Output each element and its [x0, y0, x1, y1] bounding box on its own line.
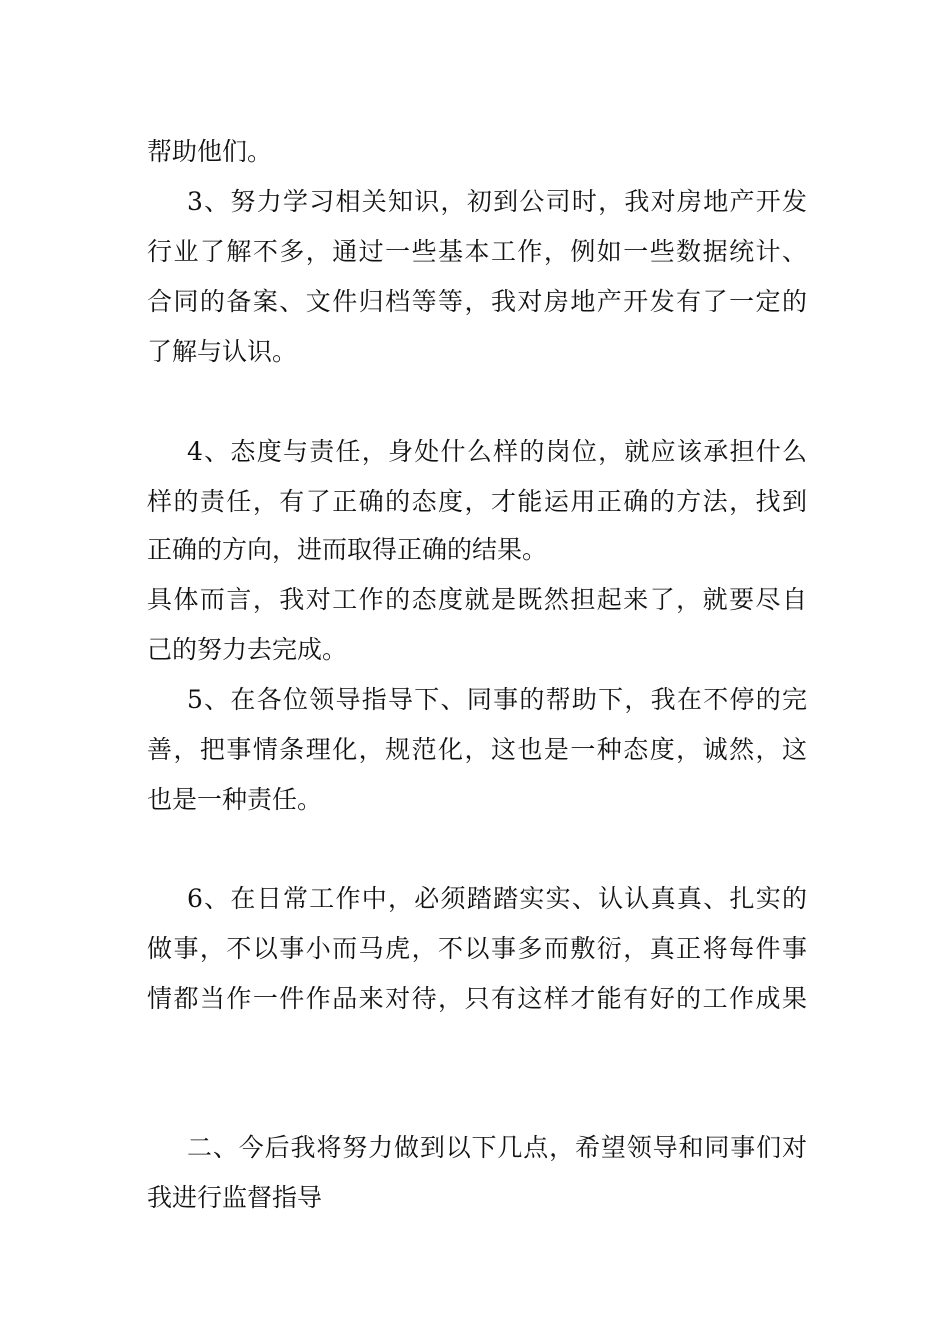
paragraph-line: 4、态度与责任，身处什么样的岗位，就应该承担什么: [187, 437, 807, 466]
paragraph-line: 3、努力学习相关知识，初到公司时，我对房地产开发: [187, 187, 807, 216]
paragraph-line: 情都当作一件作品来对待，只有这样才能有好的工作成果: [147, 984, 807, 1013]
paragraph-line: 行业了解不多，通过一些基本工作，例如一些数据统计、: [147, 237, 807, 266]
paragraph-line: 己的努力去完成。: [147, 635, 348, 664]
paragraph-line: 具体而言，我对工作的态度就是既然担起来了，就要尽自: [147, 585, 807, 614]
paragraph-line: 善，把事情条理化，规范化，这也是一种态度，诚然，这: [147, 735, 807, 764]
paragraph-line: 也是一种责任。: [147, 785, 323, 814]
section-heading-line: 二、今后我将努力做到以下几点，希望领导和同事们对: [187, 1133, 807, 1162]
paragraph-line: 6、在日常工作中，必须踏踏实实、认认真真、扎实的: [187, 884, 807, 913]
paragraph-line: 帮助他们。: [147, 137, 273, 166]
section-heading-line: 我进行监督指导: [147, 1183, 323, 1212]
paragraph-line: 了解与认识。: [147, 337, 298, 366]
paragraph-line: 5、在各位领导指导下、同事的帮助下，我在不停的完: [187, 685, 807, 714]
paragraph-line: 样的责任，有了正确的态度，才能运用正确的方法，找到: [147, 487, 807, 516]
paragraph-line: 做事，不以事小而马虎，不以事多而敷衍，真正将每件事: [147, 934, 807, 963]
paragraph-line: 合同的备案、文件归档等等，我对房地产开发有了一定的: [147, 287, 807, 316]
paragraph-line: 正确的方向，进而取得正确的结果。: [147, 535, 548, 564]
